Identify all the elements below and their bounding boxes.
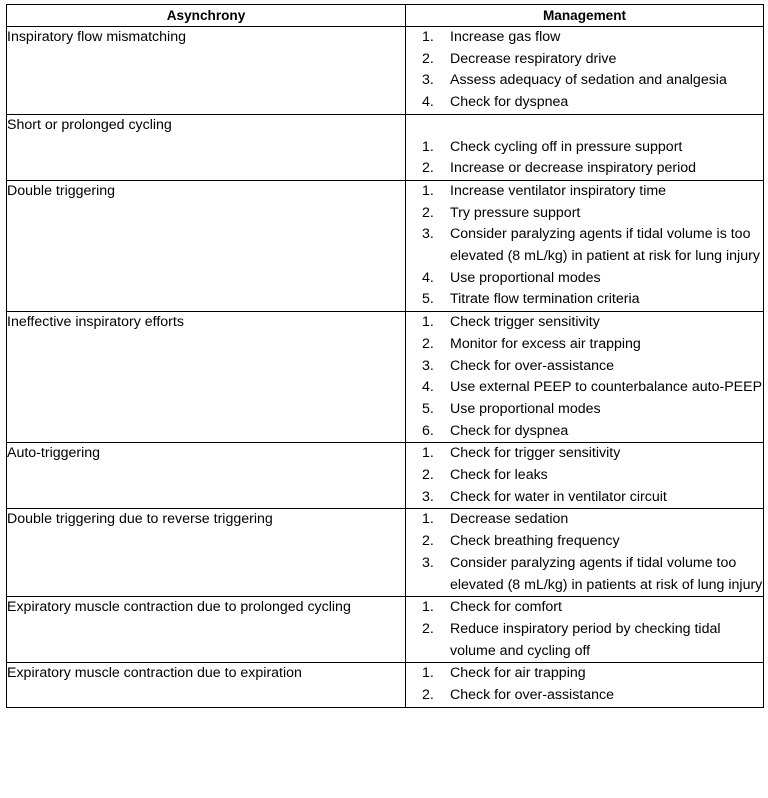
list-item [406, 356, 763, 378]
table-row [7, 597, 764, 663]
list-item-number: 1. [422, 314, 434, 331]
list-item [406, 619, 763, 662]
list-item-text: Check cycling off in pressure support [450, 138, 683, 155]
list-item-text: Check for over-assistance [450, 357, 615, 374]
list-item [406, 70, 763, 92]
list-item [406, 181, 763, 203]
list-item-number: 1. [422, 138, 434, 155]
asynchrony-cell: Expiratory muscle contraction due to expiration [7, 663, 406, 707]
list-item [406, 137, 763, 159]
table-row [7, 180, 764, 311]
asynchrony-cell: Auto-triggering [7, 443, 406, 509]
table-row [7, 509, 764, 597]
list-item [406, 421, 763, 443]
list-item-text: Check for leaks [450, 467, 548, 484]
list-item-number: 4. [422, 379, 434, 396]
management-cell [406, 443, 764, 509]
management-list [406, 663, 763, 706]
list-item-text: Decrease sedation [450, 511, 569, 528]
list-item-number: 3. [422, 72, 434, 89]
list-item-number: 2. [422, 204, 434, 221]
list-item-number: 6. [422, 422, 434, 439]
table-row [7, 663, 764, 707]
list-item [406, 203, 763, 225]
management-cell [406, 597, 764, 663]
asynchrony-cell: Double triggering [7, 180, 406, 311]
list-item-number: 5. [422, 291, 434, 308]
list-item-number: 2. [422, 50, 434, 67]
list-item-text: Check breathing frequency [450, 533, 620, 550]
list-item-text: Decrease respiratory drive [450, 50, 617, 67]
list-item-text: Check for over-assistance [450, 687, 615, 704]
list-item [406, 92, 763, 114]
asynchrony-cell: Ineffective inspiratory efforts [7, 312, 406, 443]
management-list [406, 443, 763, 508]
list-item [406, 487, 763, 509]
list-item-number: 2. [422, 160, 434, 177]
list-item-text: Increase ventilator inspiratory time [450, 182, 667, 199]
list-item-number: 1. [422, 29, 434, 45]
header-asynchrony: Asynchrony [7, 5, 406, 27]
management-list [406, 181, 763, 311]
list-item [406, 663, 763, 685]
list-item-number: 1. [422, 445, 434, 462]
list-item-text: Check for trigger sensitivity [450, 445, 621, 462]
table-row [7, 312, 764, 443]
management-cell [406, 180, 764, 311]
list-item-number: 2. [422, 335, 434, 352]
list-item [406, 509, 763, 531]
list-item-number: 3. [422, 554, 434, 571]
list-item-number: 3. [422, 488, 434, 505]
management-list [406, 597, 763, 662]
list-item-text: Check for dyspnea [450, 422, 569, 439]
list-item [406, 399, 763, 421]
list-item [406, 158, 763, 180]
list-item [406, 685, 763, 707]
table-row [7, 114, 764, 180]
asynchrony-cell: Short or prolonged cycling [7, 114, 406, 180]
list-item [406, 377, 763, 399]
list-item-number: 2. [422, 467, 434, 484]
list-item-text: Check trigger sensitivity [450, 314, 600, 331]
list-item-text: Assess adequacy of sedation and analgesia [450, 72, 727, 89]
list-item-text: Consider paralyzing agents if tidal volume too elevated (8 mL/kg) in patients at risk of lung injury [450, 554, 763, 593]
header-row [7, 5, 764, 27]
list-item [406, 531, 763, 553]
list-item-number: 3. [422, 226, 434, 243]
management-list [406, 27, 763, 114]
table-row [7, 443, 764, 509]
list-item-text: Check for water in ventilator circuit [450, 488, 667, 505]
list-item-number: 2. [422, 620, 434, 637]
management-cell [406, 27, 764, 115]
management-list [406, 312, 763, 442]
list-item-number: 4. [422, 94, 434, 111]
list-item-text: Increase gas flow [450, 29, 561, 45]
list-item [406, 224, 763, 267]
management-list [406, 137, 763, 180]
list-item-number: 1. [422, 182, 434, 199]
list-item-number: 5. [422, 400, 434, 417]
list-item-number: 1. [422, 665, 434, 682]
management-list [406, 509, 763, 596]
asynchrony-cell: Expiratory muscle contraction due to prolonged cycling [7, 597, 406, 663]
list-item-number: 4. [422, 269, 434, 286]
asynchrony-cell: Double triggering due to reverse triggering [7, 509, 406, 597]
list-item-number: 2. [422, 533, 434, 550]
header-management: Management [406, 5, 764, 27]
list-item [406, 443, 763, 465]
management-cell [406, 663, 764, 707]
list-item-text: Use proportional modes [450, 400, 601, 417]
list-item [406, 27, 763, 49]
list-item [406, 334, 763, 356]
list-item-text: Check for air trapping [450, 665, 586, 682]
management-cell [406, 114, 764, 180]
list-item-text: Titrate flow termination criteria [450, 291, 640, 308]
list-item-text: Use external PEEP to counterbalance auto-PEEP [450, 379, 763, 396]
list-item [406, 597, 763, 619]
list-item-number: 1. [422, 599, 434, 616]
blank-line [406, 115, 763, 137]
management-cell [406, 509, 764, 597]
list-item-text: Check for dyspnea [450, 94, 569, 111]
list-item [406, 465, 763, 487]
list-item-text: Check for comfort [450, 599, 562, 616]
list-item [406, 553, 763, 596]
list-item [406, 312, 763, 334]
list-item-text: Monitor for excess air trapping [450, 335, 641, 352]
list-item-text: Consider paralyzing agents if tidal volume is too elevated (8 mL/kg) in patient at risk for lung injury [450, 226, 760, 265]
list-item [406, 289, 763, 311]
list-item-text: Reduce inspiratory period by checking tidal volume and cycling off [450, 620, 721, 659]
list-item-text: Increase or decrease inspiratory period [450, 160, 697, 177]
list-item-text: Use proportional modes [450, 269, 601, 286]
table-row [7, 27, 764, 115]
management-cell [406, 312, 764, 443]
list-item-number: 3. [422, 357, 434, 374]
list-item [406, 268, 763, 290]
list-item-number: 1. [422, 511, 434, 528]
list-item-text: Try pressure support [450, 204, 581, 221]
table-body [7, 27, 764, 708]
list-item-number: 2. [422, 687, 434, 704]
asynchrony-cell: Inspiratory flow mismatching [7, 27, 406, 115]
asynchrony-management-table [6, 4, 764, 708]
list-item [406, 49, 763, 71]
